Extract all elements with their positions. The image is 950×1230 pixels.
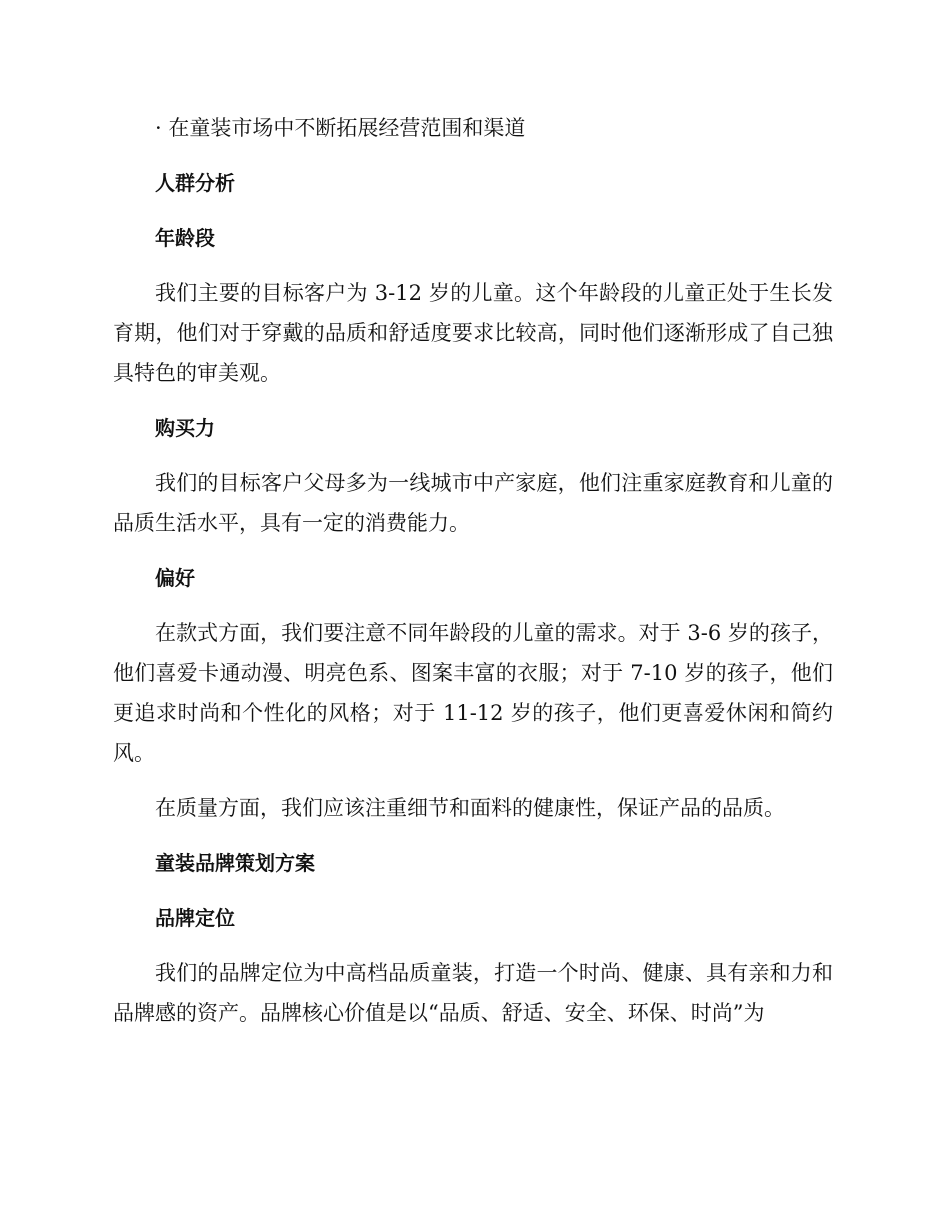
bullet-item: · 在童装市场中不断拓展经营范围和渠道 xyxy=(155,116,526,140)
subheading-brand-positioning: 品牌定位 xyxy=(155,906,235,930)
subheading-preferences: 偏好 xyxy=(155,566,195,590)
paragraph-age-group: 我们主要的目标客户为 3-12 岁的儿童。这个年龄段的儿童正处于生长发育期，他们对于穿戴的品质和舒适度要求比较高，同时他们逐渐形成了自己独具特色的审美观。 xyxy=(113,281,833,385)
paragraph-style-preferences: 在款式方面，我们要注意不同年龄段的儿童的需求。对于 3-6 岁的孩子，他们喜爱卡通动漫、明亮色系、图案丰富的衣服；对于 7-10 岁的孩子，他们更追求时尚和个性化的风格；对于 11-12 岁的孩子，他们更喜爱休闲和简约风。 xyxy=(113,621,833,765)
section-heading-brand-plan: 童装品牌策划方案 xyxy=(155,851,315,875)
paragraph-brand-positioning: 我们的品牌定位为中高档品质童装，打造一个时尚、健康、具有亲和力和品牌感的资产。品牌核心价值是以“品质、舒适、安全、环保、时尚”为 xyxy=(113,961,833,1025)
subheading-age-group: 年龄段 xyxy=(155,226,215,250)
document-body xyxy=(113,108,833,1048)
section-heading-audience-analysis: 人群分析 xyxy=(155,171,235,195)
paragraph-quality-preferences: 在质量方面，我们应该注重细节和面料的健康性，保证产品的品质。 xyxy=(155,796,785,820)
paragraph-purchasing-power: 我们的目标客户父母多为一线城市中产家庭，他们注重家庭教育和儿童的品质生活水平，具有一定的消费能力。 xyxy=(113,471,833,535)
subheading-purchasing-power: 购买力 xyxy=(155,416,215,440)
